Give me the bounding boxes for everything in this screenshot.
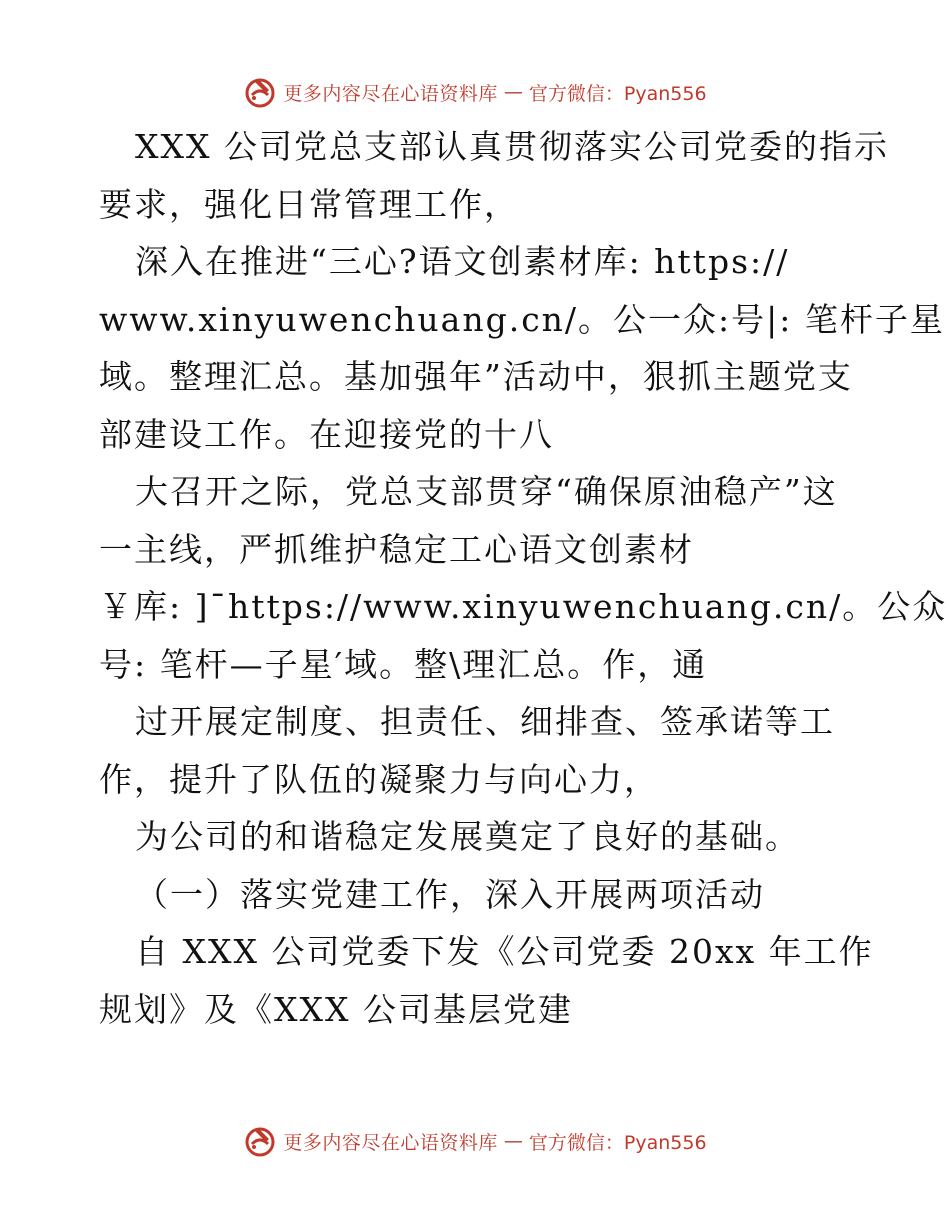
text-line: 作，提升了队伍的凝聚力与向心力， (99, 759, 659, 799)
header-banner (0, 72, 950, 112)
text-line: XXX 公司党总支部认真贯彻落实公司党委的指示 (135, 127, 889, 166)
text-line: 自 XXX 公司党委下发《公司党委 20xx 年工作 (135, 932, 874, 971)
text-line: 大召开之际，党总支部贯穿“确保原油稳产”这 (135, 472, 838, 511)
text-line: 域。整理汇总。基加强年”活动中，狠抓主题党支 (99, 357, 853, 396)
footer-banner-separator: — (503, 1130, 523, 1152)
banner-title: 更多内容尽在心语资料库 (283, 82, 498, 105)
footer-banner-title: 更多内容尽在心语资料库 (283, 1131, 498, 1154)
book-pen-logo-icon (243, 75, 277, 109)
text-line: www.xinyuwenchuang.cn/。公一众:号|: 笔杆子星 (99, 299, 945, 339)
text-line: 过开展定制度、担责任、细排查、签承诺等工 (135, 702, 835, 741)
text-line: 部建设工作。在迎接党的十八 (99, 414, 554, 454)
text-line: 一主线，严抓维护稳定工心语文创素材 (99, 529, 694, 569)
document-body (99, 118, 948, 1038)
text-line: 规划》及《XXX 公司基层党建 (99, 989, 573, 1029)
text-line: 为公司的和谐稳定发展奠定了良好的基础。 (135, 817, 800, 856)
text-line: 号: 笔杆—子星′域。整\理汇总。作，通 (99, 644, 708, 684)
banner-contact: 官方微信：Pyan556 (528, 82, 707, 105)
section-heading: （一）落实党建工作，深入开展两项活动 (135, 874, 765, 914)
text-line: ￥库: ]¯https://www.xinyuwenchuang.cn/。公众 (99, 587, 948, 626)
text-line: 要求，强化日常管理工作， (99, 184, 519, 224)
banner-separator: — (503, 81, 523, 103)
footer-banner-contact: 官方微信：Pyan556 (528, 1131, 707, 1154)
footer-banner (0, 1121, 950, 1161)
book-pen-logo-icon (243, 1124, 277, 1158)
text-line: 深入在推进“三心?语文创素材库: https:// (135, 242, 790, 281)
